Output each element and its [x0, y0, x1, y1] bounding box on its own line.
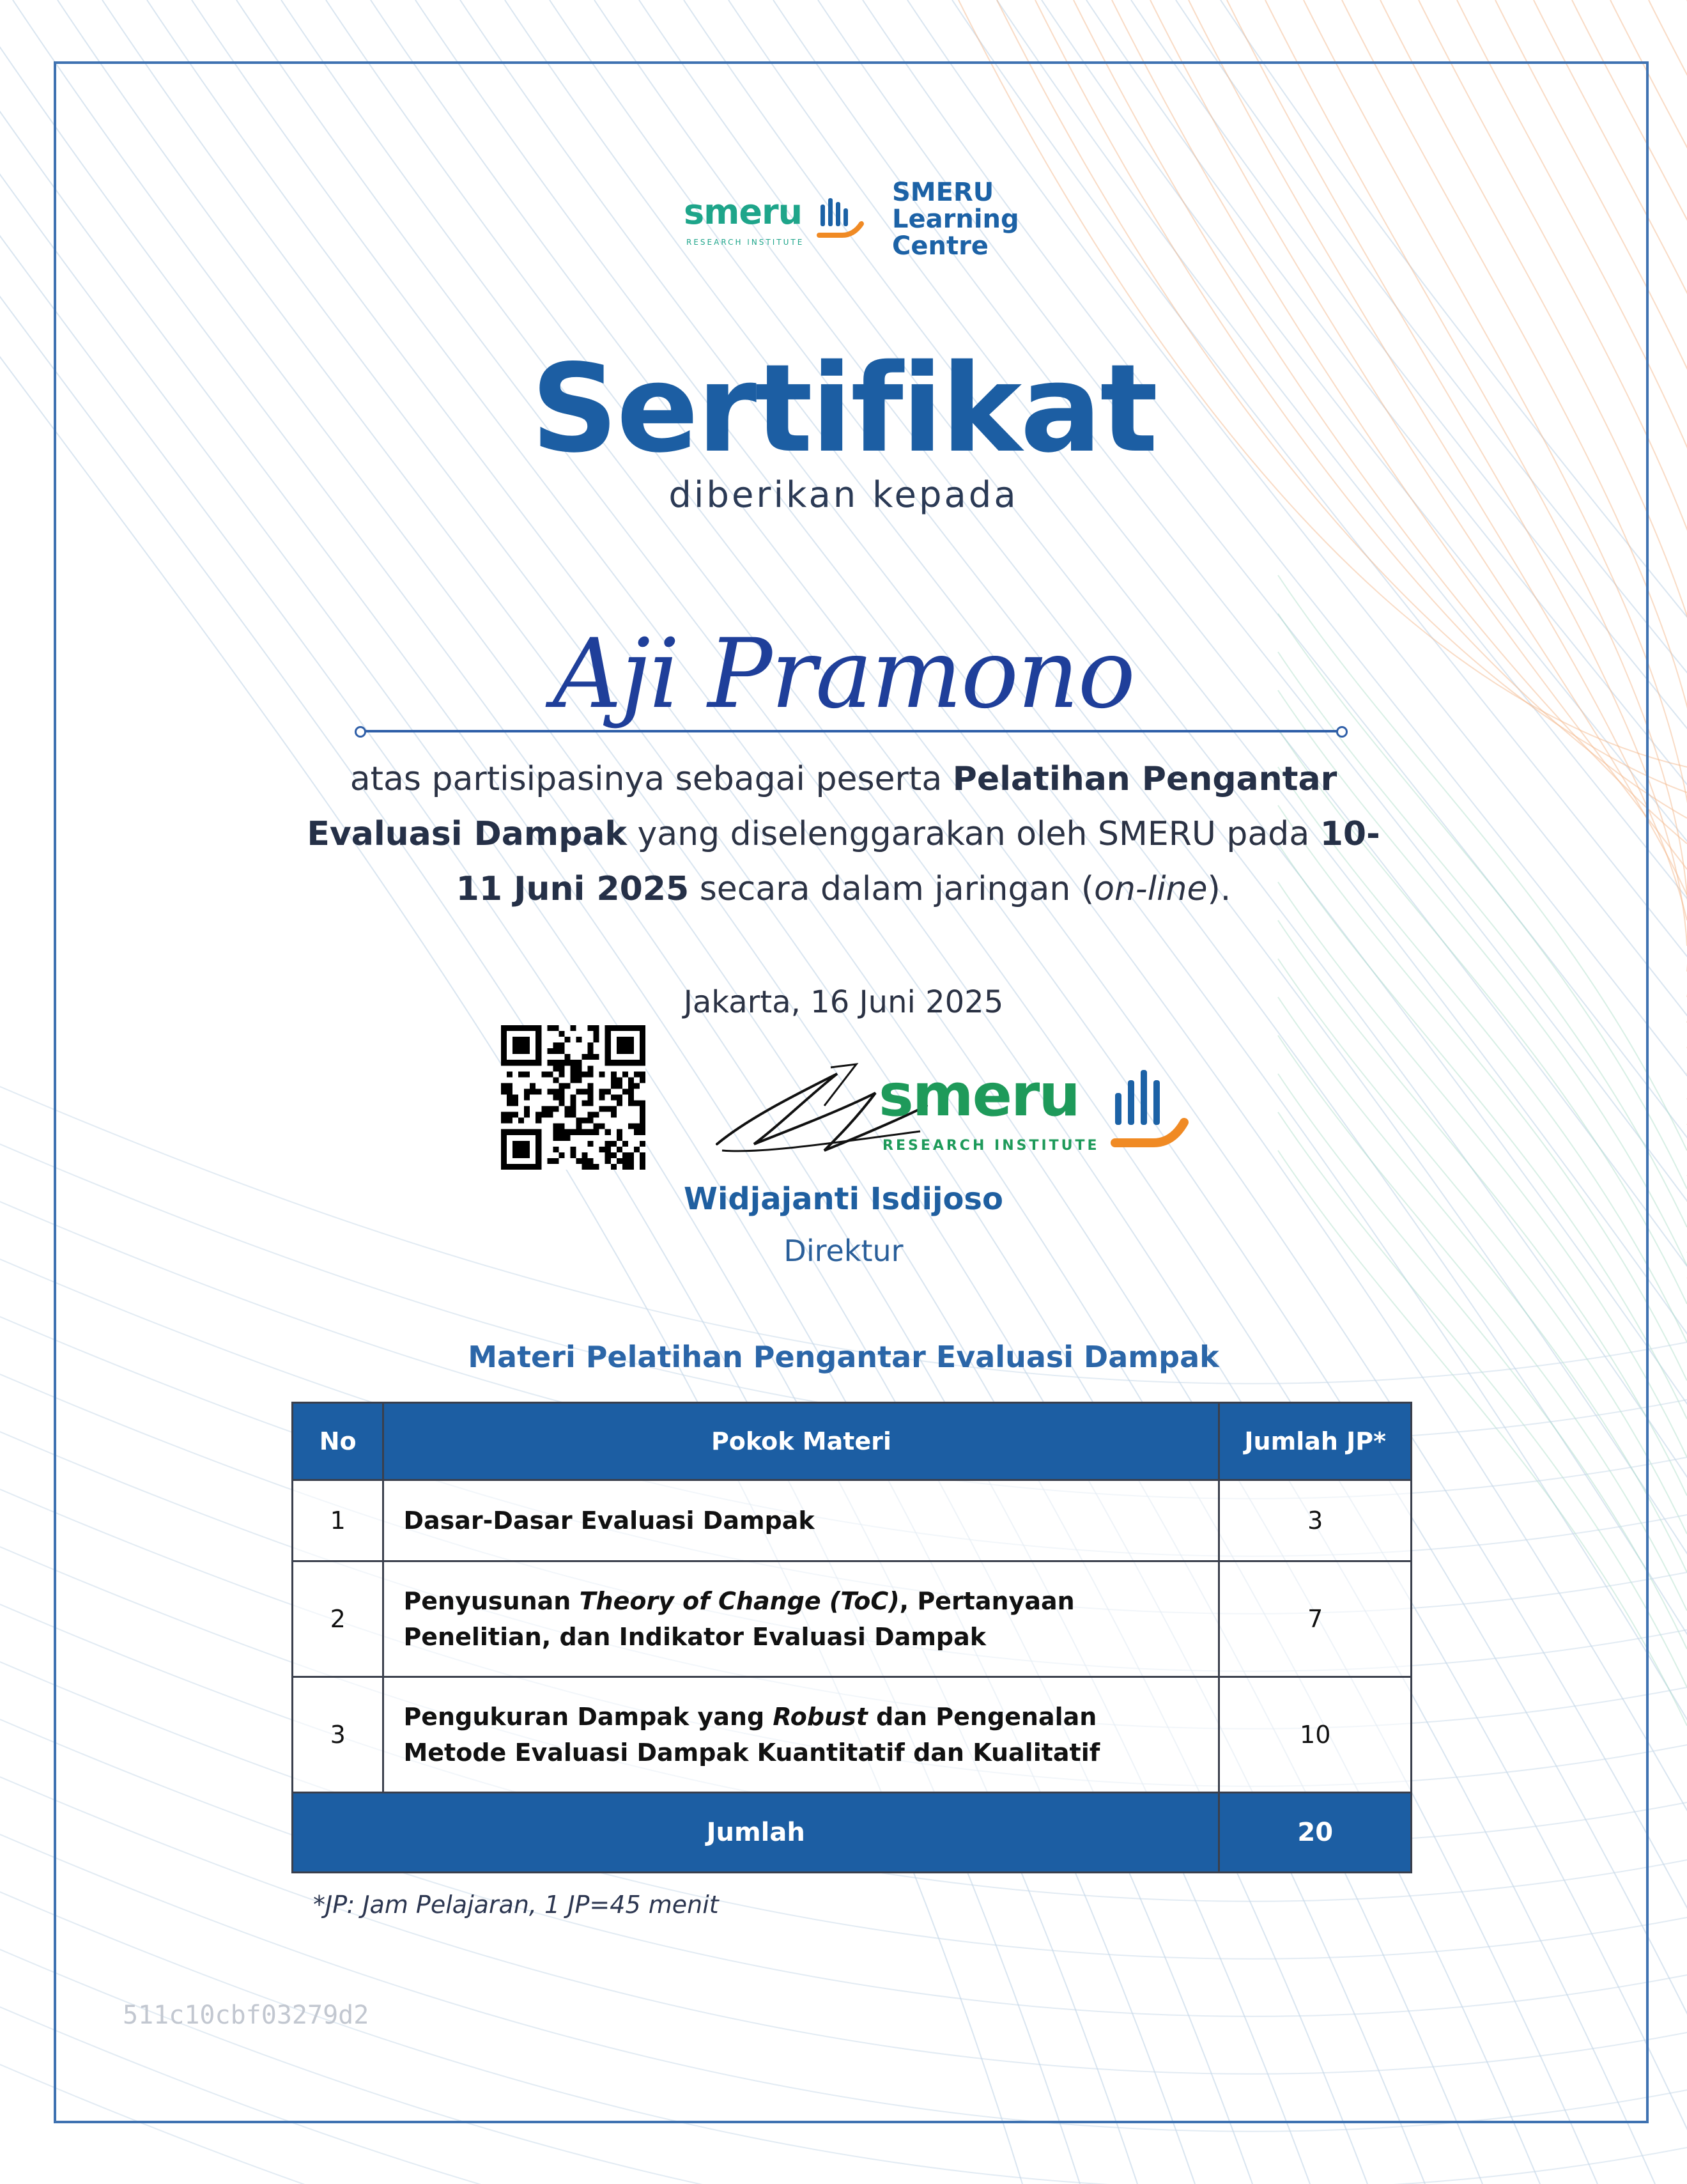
smeru-bars-icon — [817, 196, 867, 244]
row-no: 2 — [293, 1561, 383, 1677]
statement-program: Pelatihan Pengantar Evaluasi Dampak — [307, 760, 1337, 853]
topic-text: Pengukuran Dampak yang — [403, 1703, 773, 1731]
statement-mode: on-line — [1094, 870, 1208, 908]
row-topic — [383, 1677, 1219, 1793]
row-topic — [383, 1480, 1219, 1561]
topic-text: Penyusunan — [403, 1587, 580, 1615]
row-no: 3 — [293, 1677, 383, 1793]
smeru-logo-word: smeru — [684, 192, 803, 232]
statement-part-3: secara dalam jaringan ( — [689, 870, 1095, 908]
statement-part-1: atas partisipasinya sebagai peserta — [350, 760, 953, 798]
row-jp: 10 — [1219, 1677, 1412, 1793]
topic-emphasis: Theory of Change (ToC) — [579, 1587, 900, 1615]
table-row — [293, 1561, 1412, 1677]
stamp-bars-icon — [1109, 1061, 1198, 1157]
smeru-logo — [684, 192, 869, 256]
topic-emphasis: Robust — [773, 1703, 868, 1731]
certificate-statement — [294, 752, 1393, 917]
recipient-name: Aji Pramono — [552, 619, 1134, 730]
smeru-logo-subtext: RESEARCH INSTITUTE — [686, 238, 805, 247]
place-date: Jakarta, 16 Juni 2025 — [683, 984, 1004, 1020]
signer-name: Widjajanti Isdijoso — [684, 1181, 1003, 1217]
learning-centre-line-3: Centre — [892, 231, 989, 261]
total-value: 20 — [1219, 1793, 1412, 1873]
learning-centre-line-2: Learning — [892, 205, 1019, 234]
row-jp: 3 — [1219, 1480, 1412, 1561]
statement-part-4: ). — [1207, 870, 1231, 908]
stamp-word: smeru — [879, 1061, 1079, 1129]
materials-table-title: Materi Pelatihan Pengantar Evaluasi Dampak — [468, 1340, 1219, 1374]
header-no: No — [293, 1403, 383, 1480]
topic-text-rest: , Pertanyaan Penelitian, dan Indikator Evaluasi Dampak — [403, 1587, 1075, 1651]
name-underline — [360, 730, 1343, 732]
table-header-row — [293, 1403, 1412, 1480]
underline-dot-right — [1336, 726, 1348, 738]
underline-dot-left — [355, 726, 366, 738]
header-jp: Jumlah JP* — [1219, 1403, 1412, 1480]
certificate-subtitle: diberikan kepada — [668, 474, 1019, 516]
total-label: Jumlah — [293, 1793, 1219, 1873]
statement-dates: 10-11 Juni 2025 — [456, 815, 1380, 908]
table-row — [293, 1677, 1412, 1793]
table-footnote: *JP: Jam Pelajaran, 1 JP=45 menit — [313, 1891, 719, 1919]
certificate-id: 511c10cbf03279d2 — [123, 2001, 369, 2030]
learning-centre-line-1: SMERU — [892, 178, 994, 207]
row-topic — [383, 1561, 1219, 1677]
stamp-subtext: RESEARCH INSTITUTE — [882, 1138, 1100, 1154]
row-jp: 7 — [1219, 1561, 1412, 1677]
table-row — [293, 1480, 1412, 1561]
materials-table — [291, 1402, 1412, 1873]
learning-centre-logo — [892, 179, 1020, 259]
topic-text-rest: dan Pengenalan Metode Evaluasi Dampak Kuantitatif dan Kualitatif — [403, 1703, 1100, 1767]
table-total-row — [293, 1793, 1412, 1873]
statement-part-2: yang diselenggarakan oleh SMERU pada — [626, 815, 1320, 853]
qr-code — [501, 1025, 645, 1170]
row-no: 1 — [293, 1480, 383, 1561]
smeru-stamp — [879, 1061, 1211, 1163]
header-topic: Pokok Materi — [383, 1403, 1219, 1480]
certificate-title: Sertifikat — [530, 338, 1157, 479]
topic-text: Dasar-Dasar Evaluasi Dampak — [403, 1506, 815, 1535]
signer-role: Direktur — [783, 1234, 904, 1268]
